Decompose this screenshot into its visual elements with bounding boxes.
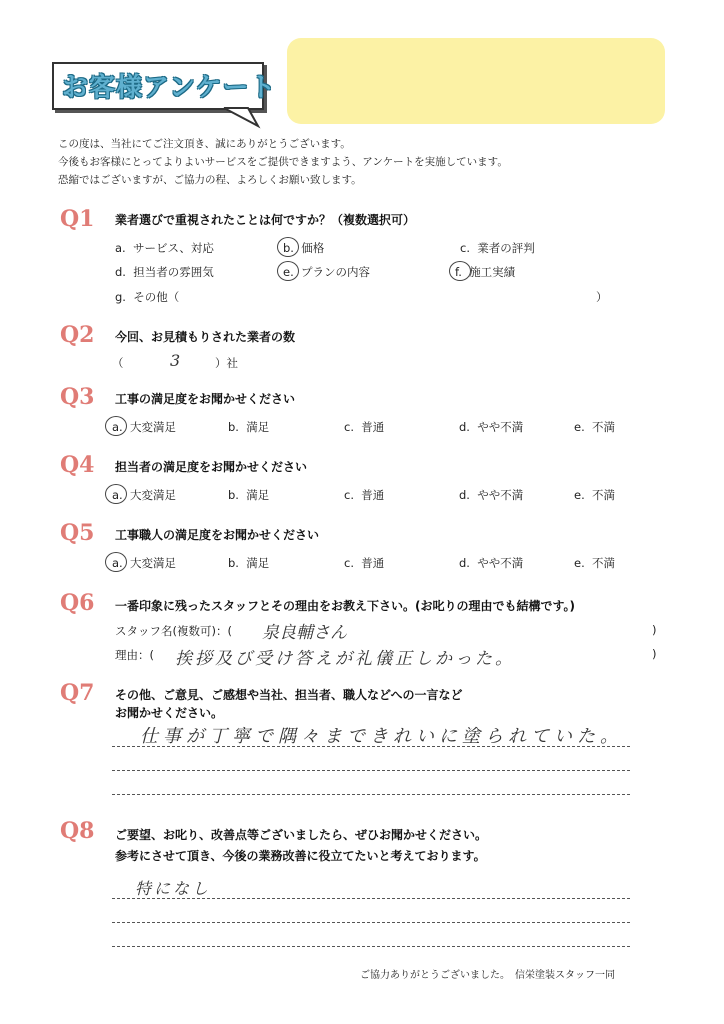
q5-question: 工事職人の満足度をお聞かせください bbox=[115, 528, 320, 542]
intro-line-1: この度は、当社にてご注文頂き、誠にありがとうございます。 bbox=[58, 138, 351, 150]
q5-option-e[interactable]: e. 不満 bbox=[574, 556, 616, 570]
q7-number: Q7 bbox=[60, 680, 95, 706]
q7-question-line-2: お聞かせください。 bbox=[115, 706, 224, 720]
q2-open-paren: （ bbox=[112, 356, 124, 370]
q6-reason-answer[interactable]: 挨拶及び受け答えが礼儀正しかった。 bbox=[175, 649, 515, 669]
bubble-tail bbox=[224, 108, 264, 128]
q3-option-e[interactable]: e. 不満 bbox=[574, 420, 616, 434]
intro-line-2: 今後もお客様にとってよりよいサービスをご提供できますよう、アンケートを実施しています。 bbox=[58, 156, 508, 168]
q8-question-line-1: ご要望、お叱り、改善点等ございましたら、ぜひお聞かせください。 bbox=[115, 828, 488, 842]
q5-number: Q5 bbox=[60, 520, 95, 546]
q1-option-e[interactable]: e. プランの内容 bbox=[283, 265, 371, 279]
q3-number: Q3 bbox=[60, 384, 95, 410]
q8-question-line-2: 参考にさせて頂き、今後の業務改善に役立てたいと考えております。 bbox=[115, 849, 486, 863]
q1-number: Q1 bbox=[60, 206, 95, 232]
q8-answer-line-2 bbox=[112, 922, 630, 923]
q1-option-b[interactable]: b. 価格 bbox=[283, 241, 325, 255]
highlight-box bbox=[287, 38, 665, 124]
q4-option-c[interactable]: c. 普通 bbox=[344, 488, 385, 502]
q6-reason-close: ) bbox=[652, 647, 657, 661]
q4-option-d[interactable]: d. やや不満 bbox=[459, 488, 524, 502]
q1-selected-circle-b bbox=[277, 237, 299, 257]
intro-line-3: 恐縮ではございますが、ご協力の程、よろしくお願い致します。 bbox=[58, 174, 362, 186]
q3-option-c[interactable]: c. 普通 bbox=[344, 420, 385, 434]
q3-option-d[interactable]: d. やや不満 bbox=[459, 420, 524, 434]
q6-staff-close: ) bbox=[652, 623, 657, 637]
q4-option-a[interactable]: a. 大変満足 bbox=[112, 488, 177, 502]
footer-thanks: ご協力ありがとうございました。 信栄塗装スタッフ一同 bbox=[360, 970, 615, 981]
q1-selected-circle-e bbox=[277, 261, 299, 281]
q1-option-f[interactable]: f. 施工実績 bbox=[455, 265, 516, 279]
q3-option-b[interactable]: b. 満足 bbox=[228, 420, 270, 434]
q6-staff-answer[interactable]: 泉良輔さん bbox=[262, 623, 347, 643]
q5-option-a[interactable]: a. 大変満足 bbox=[112, 556, 177, 570]
q4-option-e[interactable]: e. 不満 bbox=[574, 488, 616, 502]
page-title: お客様アンケート bbox=[62, 73, 277, 103]
q8-answer-line-3 bbox=[112, 946, 630, 947]
q3-option-a[interactable]: a. 大変満足 bbox=[112, 420, 177, 434]
q2-answer[interactable]: 3 bbox=[170, 351, 181, 370]
q6-question: 一番印象に残ったスタッフとその理由をお教え下さい。(お叱りの理由でも結構です。) bbox=[115, 599, 576, 613]
q7-answer-line-3 bbox=[112, 794, 630, 795]
q1-option-d[interactable]: d. 担当者の雰囲気 bbox=[115, 265, 214, 279]
q5-option-b[interactable]: b. 満足 bbox=[228, 556, 270, 570]
q2-close-paren: ）社 bbox=[215, 356, 238, 370]
q7-answer-line-1 bbox=[112, 746, 630, 747]
q1-selected-circle-f bbox=[449, 261, 471, 281]
q1-option-a[interactable]: a. サービス、対応 bbox=[115, 241, 214, 255]
q1-other-close: ） bbox=[596, 290, 608, 304]
q1-question: 業者選びで重視されたことは何ですか？（複数選択可） bbox=[115, 213, 416, 227]
q4-option-b[interactable]: b. 満足 bbox=[228, 488, 270, 502]
q4-number: Q4 bbox=[60, 452, 95, 478]
q2-question: 今回、お見積もりされた業者の数 bbox=[115, 330, 296, 344]
q3-question: 工事の満足度をお聞かせください bbox=[115, 392, 296, 406]
q8-number: Q8 bbox=[60, 818, 95, 844]
q7-question-line-1: その他、ご意見、ご感想や当社、担当者、職人などへの一言など bbox=[115, 688, 463, 702]
q6-number: Q6 bbox=[60, 590, 95, 616]
q7-answer-line-2 bbox=[112, 770, 630, 771]
q1-option-g[interactable]: g. その他（ bbox=[115, 290, 180, 304]
q6-staff-label: スタッフ名(複数可)：( bbox=[115, 624, 232, 638]
q5-option-d[interactable]: d. やや不満 bbox=[459, 556, 524, 570]
q2-number: Q2 bbox=[60, 322, 95, 348]
q8-answer-line-1 bbox=[112, 898, 630, 899]
q7-answer[interactable]: 仕事が丁寧で隅々まできれいに塗られていた。 bbox=[140, 726, 623, 747]
q5-option-c[interactable]: c. 普通 bbox=[344, 556, 385, 570]
q6-reason-label: 理由：( bbox=[115, 648, 154, 662]
q4-question: 担当者の満足度をお聞かせください bbox=[115, 460, 308, 474]
q8-answer[interactable]: 特になし bbox=[135, 879, 212, 898]
q1-option-c[interactable]: c. 業者の評判 bbox=[460, 241, 535, 255]
